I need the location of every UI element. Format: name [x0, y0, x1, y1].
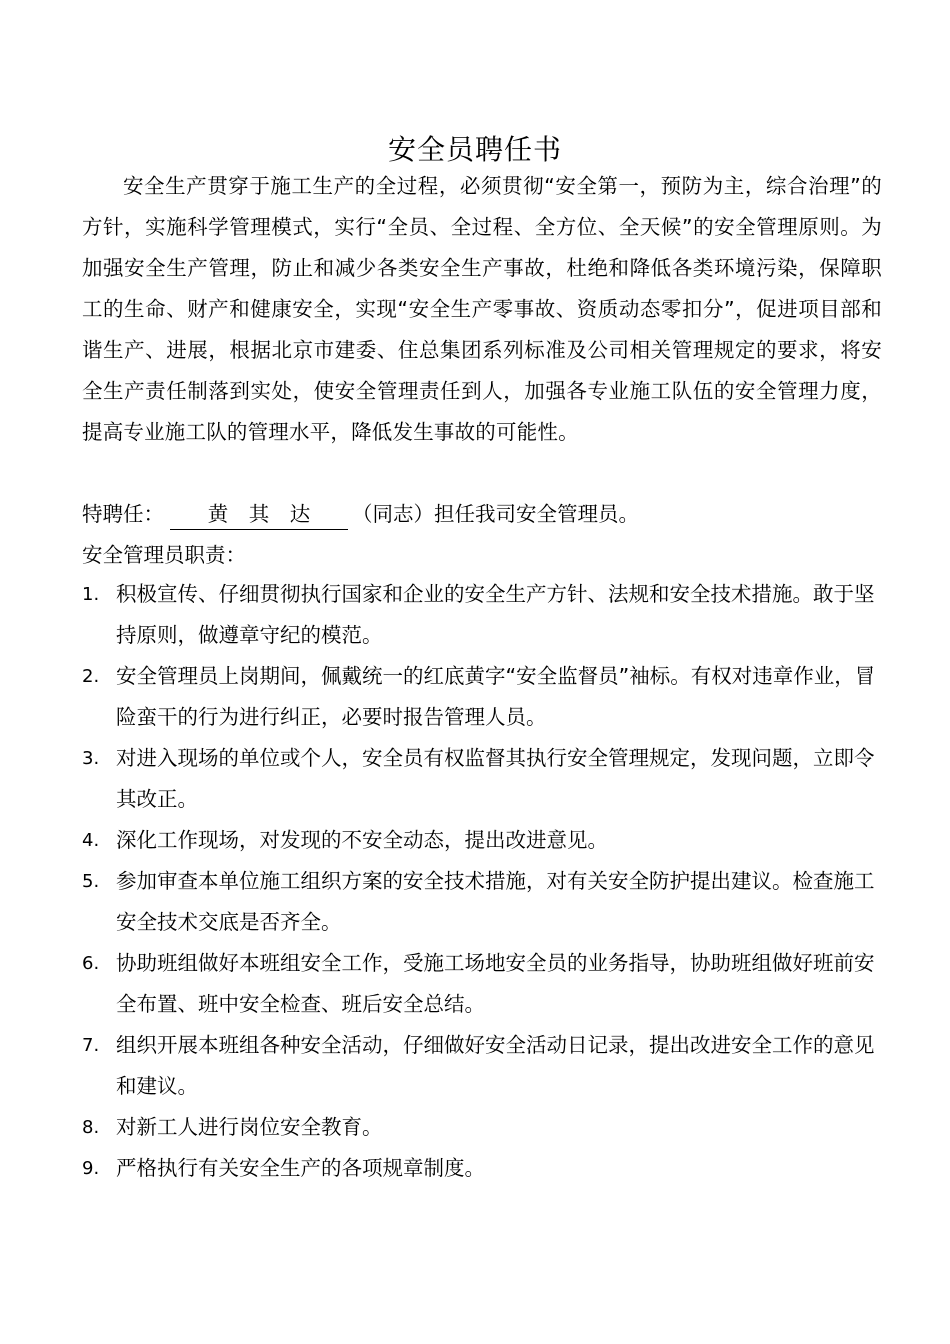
duty-text: 对新工人进行岗位安全教育。 — [116, 1115, 383, 1139]
duty-item — [82, 1107, 892, 1148]
duty-text: 严格执行有关安全生产的各项规章制度。 — [116, 1156, 485, 1180]
intro-paragraph: 安全生产贯穿于施工生产的全过程，必须贯彻“安全第一，预防为主，综合治理”的方针，实施科学管理模式，实行“全员、全过程、全方位、全天候”的安全管理原则。为加强安全生产管理，防止和减少各类安全生产事故，杜绝和降低各类环境污染，保障职工的生命、财产和健康安全，实现“安全生产零事故、资质动态零扣分”，促进项目部和谐生产、进展，根据北京市建委、住总集团系列标准及公司相关管理规定的要求，将安全生产责任制落到实处，使安全管理责任到人，加强各专业施工队伍的安全管理力度，提高专业施工队的管理水平，降低发生事故的可能性。 — [82, 174, 882, 444]
duty-item — [82, 574, 892, 656]
appointment-line — [82, 494, 882, 535]
appointment-suffix: （同志）担任我司安全管理员。 — [352, 502, 639, 526]
duty-item — [82, 943, 892, 1025]
duty-text: 组织开展本班组各种安全活动，仔细做好安全活动日记录，提出改进安全工作的意见和建议。 — [116, 1033, 875, 1098]
duties-heading: 安全管理员职责： — [82, 543, 246, 567]
duty-item — [82, 861, 892, 943]
duty-item — [82, 820, 892, 861]
appointee-name: 黄 其 达 — [170, 499, 348, 530]
document-title: 安全员聘任书 — [387, 133, 562, 166]
duty-number: 8. — [82, 1117, 100, 1138]
duty-number: 9. — [82, 1158, 100, 1179]
duty-number: 2. — [82, 666, 100, 687]
duty-text: 对进入现场的单位或个人，安全员有权监督其执行安全管理规定，发现问题，立即令其改正。 — [116, 746, 875, 811]
duty-item — [82, 1148, 892, 1189]
duty-number: 5. — [82, 871, 100, 892]
duty-number: 7. — [82, 1035, 100, 1056]
duty-text: 积极宣传、仔细贯彻执行国家和企业的安全生产方针、法规和安全技术措施。敢于坚持原则，做遵章守纪的模范。 — [116, 582, 875, 647]
duty-text: 协助班组做好本班组安全工作，受施工场地安全员的业务指导，协助班组做好班前安全布置、班中安全检查、班后安全总结。 — [116, 951, 875, 1016]
duty-item — [82, 738, 892, 820]
duty-number: 1. — [82, 584, 100, 605]
appointment-prefix: 特聘任： — [82, 502, 164, 526]
duties-list — [82, 574, 892, 1189]
duty-text: 安全管理员上岗期间，佩戴统一的红底黄字“安全监督员”袖标。有权对违章作业，冒险蛮干的行为进行纠正，必要时报告管理人员。 — [116, 664, 876, 729]
duty-number: 3. — [82, 748, 100, 769]
duty-item — [82, 656, 892, 738]
duty-text: 参加审查本单位施工组织方案的安全技术措施，对有关安全防护提出建议。检查施工安全技术交底是否齐全。 — [116, 869, 875, 934]
duty-number: 4. — [82, 830, 100, 851]
duty-number: 6. — [82, 953, 100, 974]
duty-text: 深化工作现场，对发现的不安全动态，提出改进意见。 — [116, 828, 608, 852]
duty-item — [82, 1025, 892, 1107]
